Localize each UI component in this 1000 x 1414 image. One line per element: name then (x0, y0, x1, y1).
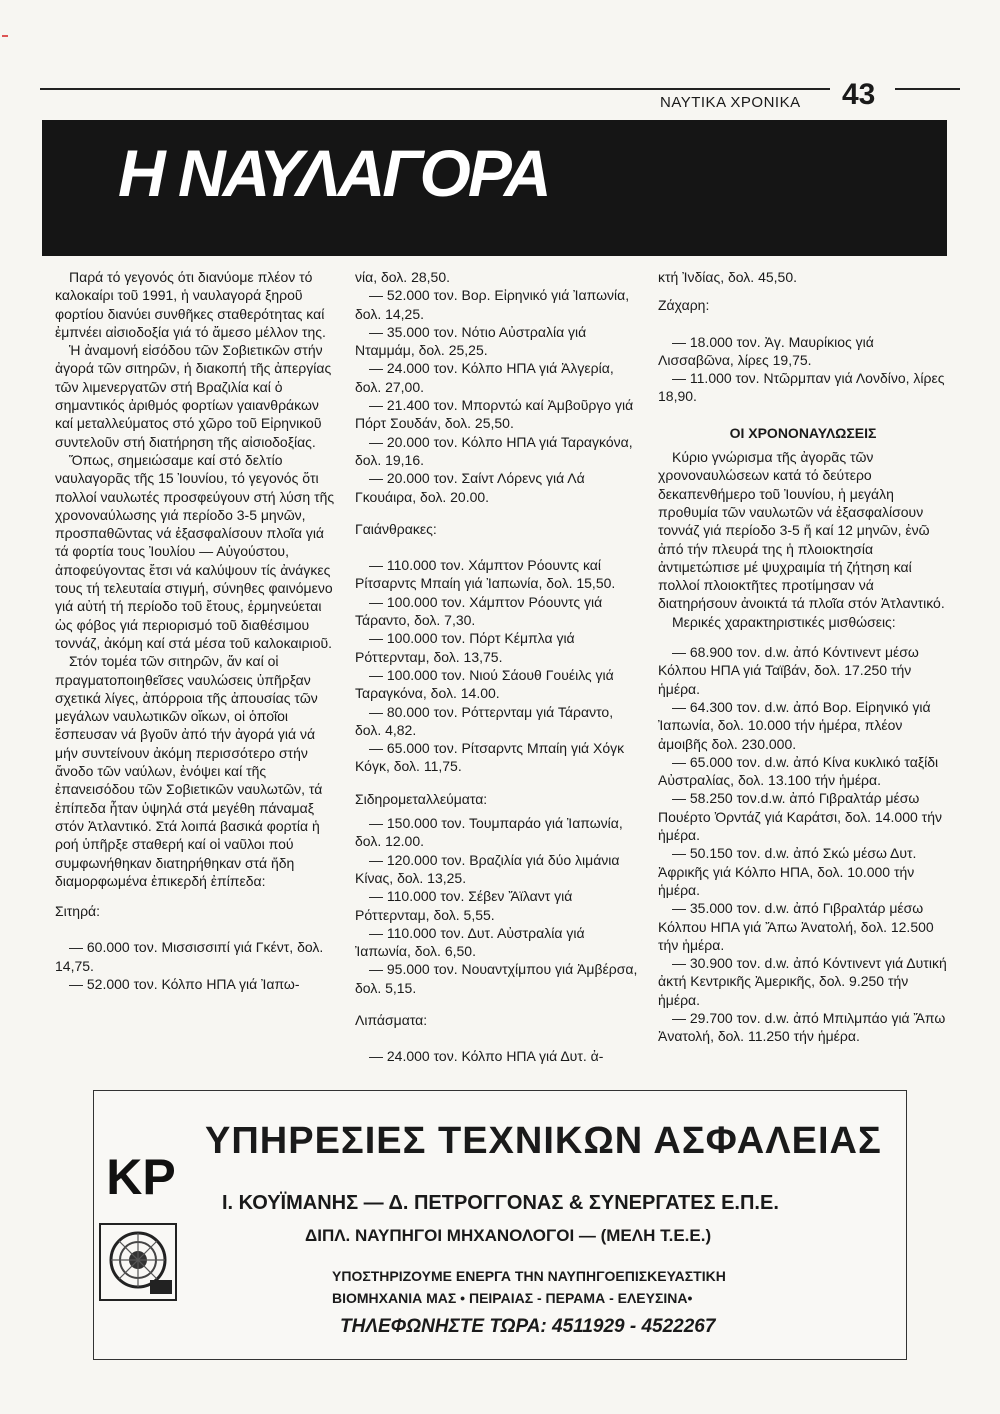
section-label-fertilizer: Λιπάσματα: (355, 1011, 428, 1028)
list-item: — 100.000 τον. Νιού Σάουθ Γουέιλς γιά Ταραγκόνα, δολ. 14.00. (355, 666, 614, 702)
spacer (355, 544, 640, 556)
paragraph: Στόν τομέα τῶν σιτηρῶν, ἄν καί οἱ πραγματοποιηθεῖσες ναυλώσεις ὑπῆρξαν σχετικά λίγες, ἀπόρροια τῆς ἀπουσίας τῶν μεγάλων ναυλωτικῶν οἴκων, οἱ ὁποῖοι ἔσπευσαν νά βγοῦν ἀπό τήν ἀγορά γιά νά μήν συντείνουν ἀκόμη περισσότερο στήν ἄνοδο τῶν ναύλων, ἐνόψει καί τῆς ἐπανεισόδου τῶν Σοβιετικῶν ναυλωτῶν, τά ἐπίπεδα ἦταν ὑψηλά στά μεγέθη πάναμαξ στόν Ἀτλαντικό. Στά λοιπά βασικά φορτία ἡ ροή ὑπῆρξε σταθερή καί οἱ ναῦλοι πού συμφωνήθηκαν διατηρήθηκαν στά ἤδη διαμορφωμένα ἐπικερδή ἐπίπεδα: (55, 653, 323, 889)
list-item: — 20.000 τον. Κόλπο ΗΠΑ γιά Ταραγκόνα, δολ. 19,16. (355, 433, 633, 468)
list-item: — 35.000 τον. Νότιο Αὐστραλία γιά Νταμμάμ, δολ. 25,25. (355, 323, 587, 359)
kp-logo (108, 1148, 174, 1203)
list-item: — 150.000 τον. Τουμπαράο γιά Ἰαπωνία, δολ. 12.00. (355, 815, 623, 850)
list-item: — 20.000 τον. Σαίντ Λόρενς γιά Λά Γκουάιρα, δολ. 20.00. (355, 470, 585, 505)
section-label-coal: Γαιάνθρακες: (355, 520, 437, 537)
paragraph: Παρά τό γεγονός ότι διανύομε πλέον τό καλοκαίρι τοῦ 1991, ἡ ναυλαγορά ξηροῦ φορτίου διανύει συνθῆκες σταθερότητας καί ἐμπνέει αἰσιοδοξία γιά τό ἄμεσο μέλλον της. (55, 269, 326, 340)
list-item: — 52.000 τον. Κόλπο ΗΠΑ γιά Ἰαπω- (69, 975, 300, 992)
paragraph: Μερικές χαρακτηριστικές μισθώσεις: (672, 613, 896, 630)
section-heading-timecharters: ΟΙ ΧΡΟΝΟΝΑΥΛΩΣΕΙΣ (729, 424, 877, 441)
section-label-ore: Σιδηρομεταλλεύματα: (355, 790, 488, 807)
list-item: — 68.900 τον. d.w. ἀπό Κόντινεντ μέσω Κόλπου ΗΠΑ γιά Ταϊβάν, δολ. 17.250 τήν ἡμέρα. (658, 644, 919, 697)
article-column-3 (658, 268, 948, 1046)
list-item: — 24.000 τον. Κόλπο ΗΠΑ γιά Ἀλγερία, δολ. 27,00. (355, 360, 614, 395)
section-label-sugar: Ζάχαρη: (658, 297, 710, 314)
page-number: 43 (842, 78, 876, 111)
list-item: — 110.000 τον. Σέβεν Ἄϊλαντ γιά Ρόττερνταμ, δολ. 5,55. (355, 888, 573, 923)
list-item: — 100.000 τον. Πόρτ Κέμπλα γιά Ρόττερνταμ, δολ. 13,75. (355, 630, 575, 665)
section-label-grain: Σιτηρά: (55, 903, 101, 920)
list-item: — 80.000 τον. Ρόττερνταμ γιά Τάραντο, δολ. 4,82. (355, 703, 614, 738)
paragraph: Ὅπως, σημειώσαμε καί στό δελτίο ναυλαγορᾶς τῆς 15 Ἰουνίου, τό γεγονός ὅτι πολλοί ναυλωτές προσφεύγουν στή λύση τῆς χρονοναύλωσης γιά περίοδο 3-5 μηνῶν, προσπαθῶντας νά ἐξασφαλίσουν πλοῖα γιά τά φορτία τους Ἰουλίου — Αὐγούστου, ἀποφεύγοντας ἔτσι νά καλύψουν τίς ἀνάγκες τους τή τελευταία στιγμή, σύνηθες φαινόμενο γιά αὐτή τή περίοδο τοῦ ἔτους, ἑρμηνεύεται ὡς φόβος γιά περιορισμό τοῦ διαθέσιμου τοννάζ, ἀκόμη καί στά μέσα τοῦ καλοκαιριοῦ. (55, 451, 335, 651)
spacer (658, 631, 948, 643)
list-item: — 95.000 τον. Νουαντχίμπου γιά Ἀμβέρσα, δολ. 5,15. (355, 961, 638, 996)
ad-company-names: Ι. ΚΟΥΪΜΑΝΗΣ — Δ. ΠΕΤΡΟΓΓΟΝΑΣ & ΣΥΝΕΡΓΑΤΕΣ Ε.Π.Ε. (222, 1192, 779, 1214)
list-item: — 64.300 τον. d.w. ἀπό Βορ. Εἰρηνικό γιά Ἰαπωνία, δολ. 10.000 τήν ἡμέρα, πλέον ἀμοιβῆς δολ. 230.000. (658, 698, 931, 752)
list-item: — 65.000 τον. Ρίτσαρντς Μπαίη γιά Χόγκ Κόγκ, δολ. 11,75. (355, 740, 625, 775)
company-emblem-icon (98, 1222, 178, 1302)
paragraph: Ἡ ἀναμονή εἰσόδου τῶν Σοβιετικῶν στήν ἀγορά τῶν σιτηρῶν, ἡ διακοπή τῆς ἀπεργίας τῶν λιμενεργατῶν στή Βραζιλία καί ὁ σημαντικός ἀριθμός φορτίων γαιανθράκων καί μεταλλεύματος στό χῶρο τοῦ Εἰρηνικοῦ συντελοῦν στή διατήρηση τῆς αἰσιοδοξίας. (55, 342, 332, 450)
corner-mark (2, 35, 8, 37)
banner-title: Η ΝΑΥΛΑΓΟΡΑ (118, 136, 549, 210)
list-item: — 58.250 τον.d.w. ἀπό Γιβραλτάρ μέσω Πουέρτο Ὀρντάζ γιά Καράτσι, δολ. 14.000 τήν ἡμέρα. (658, 790, 942, 844)
logo-letters: KP (108, 1149, 174, 1203)
spacer (658, 321, 948, 333)
header-rule (40, 88, 830, 90)
ad-tagline-2: ΒΙΟΜΗΧΑΝΙΑ ΜΑΣ • ΠΕΙΡΑΙΑΣ - ΠΕΡΑΜΑ - ΕΛΕΥΣΙΝΑ• (332, 1290, 693, 1306)
list-item: — 30.900 τον. d.w. ἀπό Κόντινεντ γιά Δυτική ἀκτή Κεντρικῆς Ἀμερικῆς, δολ. 9.250 τήν ἡμέρα. (658, 955, 947, 1008)
article-column-2 (355, 268, 640, 1066)
list-item: — 35.000 τον. d.w. ἀπό Γιβραλτάρ μέσω Κόλπου ΗΠΑ γιά Ἄπω Ἀνατολή, δολ. 12.500 τήν ἡμέρα. (658, 900, 934, 953)
list-item: — 11.000 τον. Ντῶρμπαν γιά Λονδίνο, λίρες 18,90. (658, 370, 945, 405)
list-item: — 50.150 τον. d.w. ἀπό Σκώ μέσω Δυτ. Ἀφρικῆς γιά Κόλπο ΗΠΑ, δολ. 10.000 τήν ἡμέρα. (658, 845, 917, 898)
list-item: — 110.000 τον. Δυτ. Αὐστραλία γιά Ἰαπωνία, δολ. 6,50. (355, 924, 585, 960)
list-item: — 100.000 τον. Χάμπτον Ρόουντς γιά Τάραντο, δολ. 7,30. (355, 593, 603, 629)
list-item: κτή Ἰνδίας, δολ. 45,50. (658, 269, 798, 285)
spacer (355, 1035, 640, 1047)
header-rule-right (895, 88, 960, 90)
ad-phone: ΤΗΛΕΦΩΝΗΣΤΕ ΤΩΡΑ: 4511929 - 4522267 (340, 1316, 716, 1337)
running-title: ΝΑΥΤΙΚΑ ΧΡΟΝΙΚΑ (660, 94, 801, 111)
ad-title: ΥΠΗΡΕΣΙΕΣ ΤΕΧΝΙΚΩΝ ΑΣΦΑΛΕΙΑΣ (205, 1120, 882, 1162)
list-item: νία, δολ. 28,50. (355, 269, 450, 285)
list-item: — 18.000 τον. Ἀγ. Μαυρίκιος γιά Λισσαβῶνα, λίρες 19,75. (658, 333, 874, 368)
list-item: — 24.000 τον. Κόλπο ΗΠΑ γιά Δυτ. ἀ- (369, 1048, 604, 1065)
article-column-1 (55, 268, 335, 993)
list-item: — 110.000 τον. Χάμπτον Ρόουντς καί Ρίτσαρντς Μπαίη γιά Ἰαπωνία, δολ. 15,50. (355, 557, 616, 592)
list-item: — 21.400 τον. Μπορντώ καί Ἀμβοῦργο γιά Πόρτ Σουδάν, δολ. 25,50. (355, 397, 634, 432)
ad-credentials: ΔΙΠΛ. ΝΑΥΠΗΓΟΙ ΜΗΧΑΝΟΛΟΓΟΙ — (ΜΕΛΗ Τ.Ε.Ε.) (305, 1226, 712, 1245)
list-item: — 29.700 τον. d.w. ἀπό Μπιλμπάο γιά Ἄπω Ἀνατολή, δολ. 11.250 τήν ἡμέρα. (658, 1009, 946, 1045)
paragraph: Κύριο γνώρισμα τῆς ἀγορᾶς τῶν χρονοναυλώσεων κατά τό δεύτερο δεκαπενθήμερο τοῦ Ἰουνίου, ἡ μεγάλη προθυμία τῶν ναυλωτῶν νά ἐξασφαλίσουν τοννάζ γιά περίοδο 3-5 ἤ καί 12 μηνῶν, ἐνῶ ἀπό τήν πλευρά της ἡ πλοιοκτησία ἀντιμετώπισε μέ ψυχραιμία τή ζήτηση καί πολλοί πλοιοκτῆτες προτίμησαν νά διατηρήσουν ἀνοικτά τά πλοῖα στόν Ἀτλαντικό. (658, 449, 945, 612)
list-item: — 52.000 τον. Βορ. Εἰρηνικό γιά Ἰαπωνία, δολ. 14,25. (355, 287, 630, 322)
list-item: — 120.000 τον. Βραζιλία γιά δύο λιμάνια Κίνας, δολ. 13,25. (355, 851, 620, 886)
list-item: — 60.000 τον. Μισσισσιπί γιά Γκέντ, δολ. 14,75. (55, 939, 324, 974)
spacer (55, 926, 335, 938)
ad-tagline-1: ΥΠΟΣΤΗΡΙΖΟΥΜΕ ΕΝΕΡΓΑ ΤΗΝ ΝΑΥΠΗΓΟΕΠΙΣΚΕΥΑΣΤΙΚΗ (332, 1268, 726, 1284)
list-item: — 65.000 τον. d.w. ἀπό Κίνα κυκλικό ταξίδι Αὐστραλίας, δολ. 13.100 τήν ἡμέρα. (658, 753, 939, 789)
